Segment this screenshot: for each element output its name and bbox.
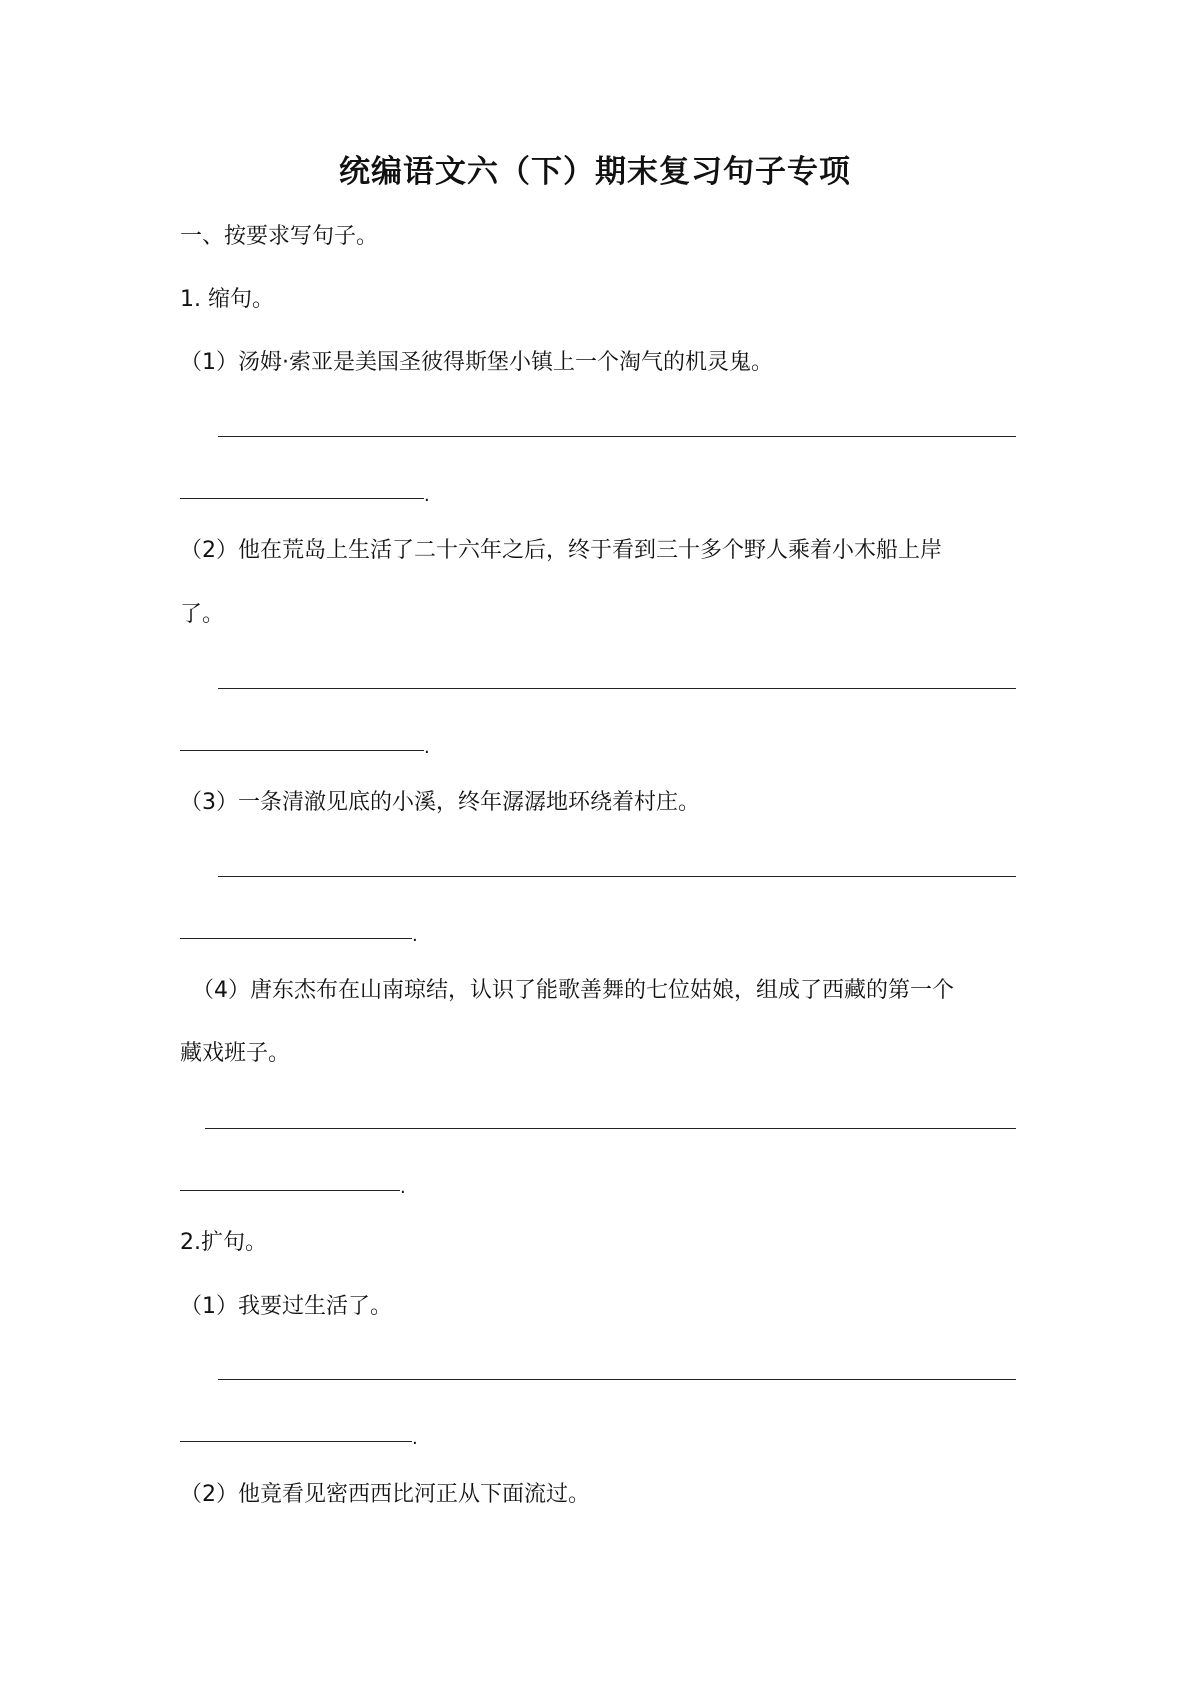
answer-line[interactable] bbox=[205, 1128, 1016, 1129]
answer-line[interactable] bbox=[218, 688, 1016, 689]
question-2-heading: 2.扩句。 bbox=[180, 1230, 267, 1255]
question-1-heading: 1. 缩句。 bbox=[180, 287, 274, 312]
answer-end-mark: . bbox=[412, 925, 418, 946]
question-1-3-text: （3）一条清澈见底的小溪，终年潺潺地环绕着村庄。 bbox=[180, 790, 700, 815]
question-1-4-text-cont: 藏戏班子。 bbox=[180, 1041, 291, 1066]
answer-end-mark: . bbox=[424, 737, 430, 758]
answer-line-short[interactable] bbox=[180, 938, 412, 939]
question-1-4-text: （4）唐东杰布在山南琼结，认识了能歌善舞的七位姑娘，组成了西藏的第一个 bbox=[192, 978, 954, 1003]
page-title: 统编语文六（下）期末复习句子专项 bbox=[339, 154, 851, 190]
answer-line-short[interactable] bbox=[180, 1441, 412, 1442]
answer-line-short[interactable] bbox=[180, 750, 424, 751]
question-1-2-text: （2）他在荒岛上生活了二十六年之后，终于看到三十多个野人乘着小木船上岸 bbox=[180, 538, 942, 563]
question-1-2-text-cont: 了。 bbox=[180, 602, 225, 627]
answer-line-short[interactable] bbox=[180, 498, 424, 499]
answer-line[interactable] bbox=[218, 436, 1016, 437]
answer-line[interactable] bbox=[218, 876, 1016, 877]
answer-end-mark: . bbox=[424, 485, 430, 506]
answer-end-mark: . bbox=[400, 1177, 406, 1198]
question-2-2-text: （2）他竟看见密西西比河正从下面流过。 bbox=[180, 1482, 590, 1507]
answer-line[interactable] bbox=[218, 1379, 1016, 1380]
section-heading: 一、按要求写句子。 bbox=[180, 224, 379, 249]
answer-line-short[interactable] bbox=[180, 1190, 400, 1191]
question-2-1-text: （1）我要过生活了。 bbox=[180, 1294, 392, 1319]
answer-end-mark: . bbox=[412, 1428, 418, 1449]
question-1-1-text: （1）汤姆·索亚是美国圣彼得斯堡小镇上一个淘气的机灵鬼。 bbox=[180, 350, 773, 375]
